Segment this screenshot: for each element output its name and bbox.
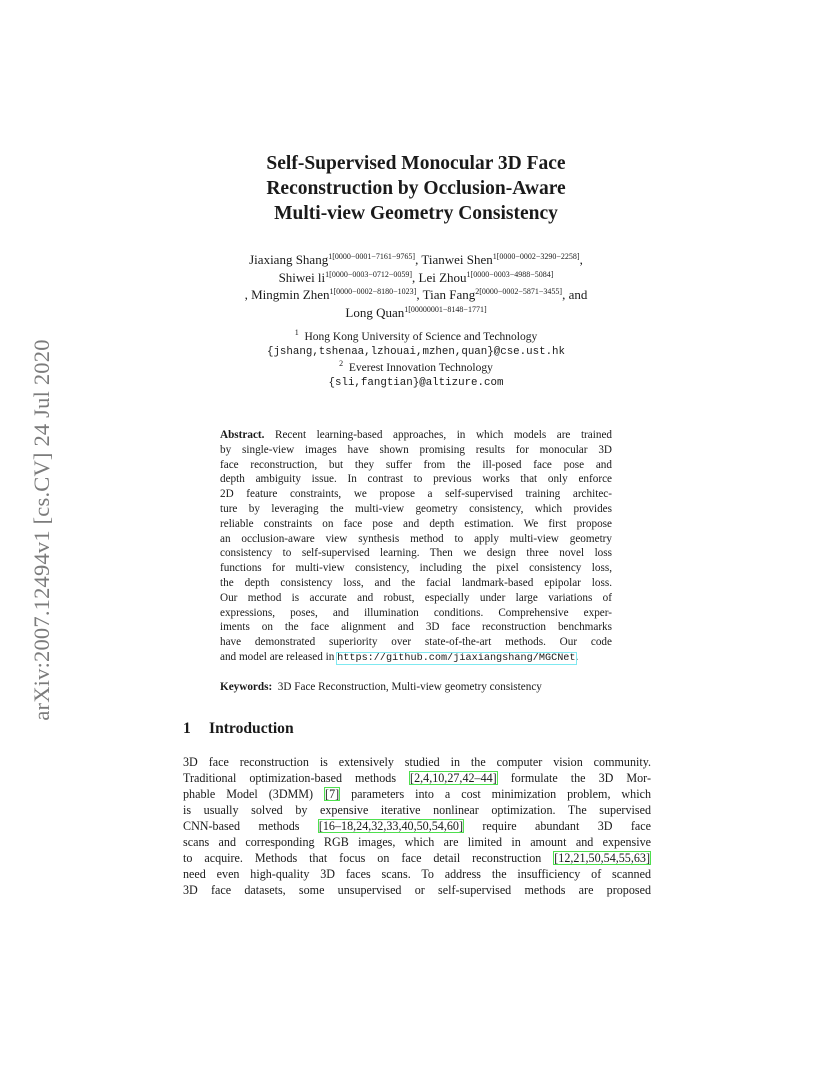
body-text: formulate the 3D Mor- [497,771,651,785]
body-text: parameters into a cost minimization problem, which [340,787,651,801]
author-line-2 [170,269,662,287]
author-line-4 [170,304,662,322]
section-heading [183,720,294,738]
abstract-text: and model are released in [220,650,338,663]
abstract-line: face reconstruction, but they suffer from the ill-posed face pose and [220,458,612,471]
section-number: 1 [183,720,191,737]
abstract-text: Recent learning-based approaches, in which models are trained [275,429,612,441]
abstract [220,428,612,667]
author-name: Tianwei Shen [421,252,493,267]
author-orcid: 1[0000−0001−7161−9765] [328,252,416,261]
author-list [170,251,662,322]
abstract-line: depth ambiguity issue. In contrast to previous works that only enforce [220,473,612,486]
abstract-line: expressions, poses, and illumination conditions. Comprehensive exper- [220,606,612,619]
body-line: scans and corresponding RGB images, which are limited in amount and expensive [183,835,651,849]
email-1[interactable]: {jshang,tshenaa,lzhouai,mzhen,quan}@cse.ust.hk [266,346,566,359]
affiliations [170,330,662,391]
introduction-text [183,754,651,898]
body-line [183,818,651,834]
body-line: need even high-quality 3D faces scans. To address the insufficiency of scanned [183,867,651,881]
author-orcid: 2[0000−0002−5871−3455] [475,287,563,297]
body-line: 3D face reconstruction is extensively studied in the computer vision community. [183,755,651,769]
title-line-3: Multi-view Geometry Consistency [274,203,558,224]
abstract-label: Abstract. [220,429,265,441]
author-name: Lei Zhou [418,269,467,285]
author-name: Mingmin Zhen [251,287,330,303]
author-orcid: 1[0000−0002−3290−2258] [492,252,580,261]
abstract-line [220,428,612,443]
author-name: Jiaxiang Shang [249,252,329,267]
body-line [183,786,651,802]
title-line-2: Reconstruction by Occlusion-Aware [266,178,566,199]
citation-link[interactable]: [2,4,10,27,42–44] [410,771,497,785]
author-line-3 [170,286,662,304]
citation-link[interactable]: [7] [325,787,340,801]
body-text: CNN-based methods [183,819,318,833]
author-name: Long Quan [345,305,405,321]
abstract-line [220,650,612,667]
institution-name: Hong Kong University of Science and Technology [304,331,538,343]
author-name: Tian Fang [422,287,476,303]
separator: , [415,252,422,267]
body-line [183,770,651,786]
abstract-line: reliable constraints on face pose and depth estimation. We first propose [220,517,612,530]
affiliation-2 [170,358,662,376]
separator: , [579,252,583,267]
separator: , [412,269,419,285]
separator: , [244,287,252,303]
section-title: Introduction [209,720,294,737]
keywords-text: 3D Face Reconstruction, Multi-view geometry consistency [277,681,542,693]
abstract-text: . [575,650,579,663]
author-line-1 [170,251,662,269]
keywords [220,680,620,695]
arxiv-stamp-text: arXiv:2007.12494v1 [cs.CV] 24 Jul 2020 [29,339,54,721]
citation-link[interactable]: [16–18,24,32,33,40,50,54,60] [318,819,463,833]
body-line: 3D face datasets, some unsupervised or self-supervised methods are proposed [183,883,651,897]
paper-title [170,151,662,226]
abstract-line: consistency to self-supervised learning. Then we design three novel loss [220,547,612,560]
arxiv-stamp [22,290,62,770]
abstract-line: functions for multi-view consistency, including the pixel consistency loss, [220,562,612,575]
author-orcid: 1[00000001−8148−1771] [404,305,487,315]
abstract-line: have demonstrated superiority over state-of-the-art methods. Our code [220,636,612,649]
body-text: to acquire. Methods that focus on face detail reconstruction [183,851,554,865]
body-text: require abundant 3D face [463,819,651,833]
separator: , and [562,287,588,303]
separator: , [416,287,423,303]
affiliation-marker: 1 [294,328,299,337]
abstract-line: by single-view images have shown promising results for monocular 3D [220,443,612,456]
abstract-line: an occlusion-aware view synthesis method to apply multi-view geometry [220,532,612,545]
code-repo-link[interactable]: https://github.com/jiaxiangshang/MGCNet [337,652,576,664]
title-line-1: Self-Supervised Monocular 3D Face [266,153,566,174]
author-orcid: 1[0000−0003−4988−5084] [466,269,554,279]
abstract-line: iments on the face alignment and 3D face reconstruction benchmarks [220,621,612,634]
affiliation-1 [170,330,662,345]
author-orcid: 1[0000−0003−0712−0059] [325,269,413,279]
abstract-line: Our method is accurate and robust, especially under large variations of [220,591,612,604]
abstract-line: the depth consistency loss, and the facial landmark-based epipolar loss. [220,576,612,589]
institution-name: Everest Innovation Technology [348,361,493,374]
citation-link[interactable]: [12,21,50,54,55,63] [554,851,650,865]
body-text: phable Model (3DMM) [183,787,325,801]
author-orcid: 1[0000−0002−8180−1023] [329,287,417,297]
body-text: Traditional optimization-based methods [183,771,410,785]
email-2[interactable]: {sli,fangtian}@altizure.com [328,376,504,389]
affiliation-marker: 2 [339,358,344,368]
author-name: Shiwei li [278,269,326,285]
body-line [183,850,651,866]
keywords-label: Keywords: [220,681,273,693]
abstract-line: 2D feature constraints, we propose a self-supervised training architec- [220,488,612,501]
abstract-line: ture by leveraging the multi-view geometry consistency, which provides [220,502,612,515]
body-line: is usually solved by expensive iterative nonlinear optimization. The supervised [183,803,651,817]
